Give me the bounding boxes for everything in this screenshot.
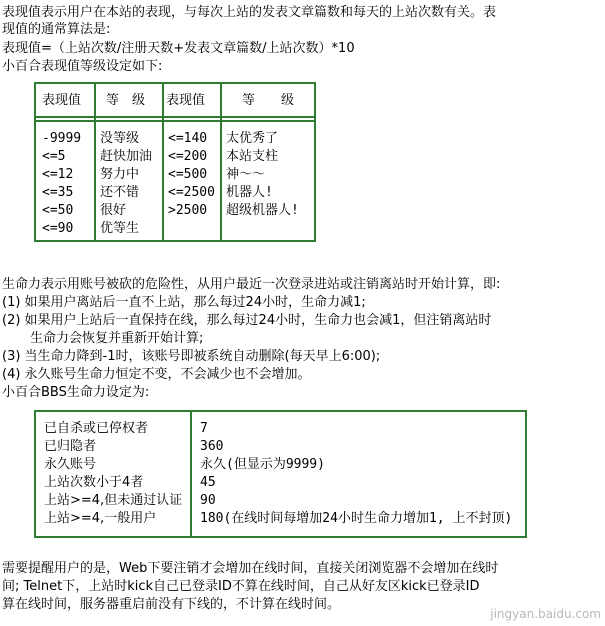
life-key: 永久账号: [44, 457, 97, 472]
header-level-2: 等 级: [242, 93, 295, 108]
life-key: 已自杀或已停权者: [44, 421, 149, 436]
table-cell: 赶快加油: [100, 149, 153, 164]
life-value: 永久(但显示为9999): [200, 457, 325, 472]
table-cell: 还不错: [100, 185, 140, 200]
life-value: 360: [200, 439, 224, 454]
life-value: 7: [200, 421, 208, 436]
table-row: [36, 474, 525, 492]
table-cell: <=90: [42, 221, 74, 236]
table-cell: 太优秀了: [226, 131, 279, 146]
life-key: 已归隐者: [44, 439, 97, 454]
table-cell: <=5: [42, 149, 66, 164]
table-row: [36, 492, 525, 510]
table-row: [36, 438, 525, 456]
table-cell: <=35: [42, 185, 74, 200]
table-cell: <=140: [168, 131, 208, 146]
note-line-3: 算在线时间，服务器重启前没有下线的，不计算在线时间。: [2, 597, 341, 612]
table-cell: 机器人!: [226, 185, 273, 200]
header-perf-1: 表现值: [42, 93, 82, 108]
life-item-1: (1) 如果用户离站后一直不上站，那么每过24小时，生命力减1;: [2, 295, 366, 310]
table-cell: >2500: [168, 203, 208, 218]
life-intro: 生命力表示用账号被砍的危险性，从用户最近一次登录进站或注销离站时开始计算，即:: [2, 277, 501, 292]
header-level-1: 等 级: [106, 93, 146, 108]
table-cell: <=2500: [168, 185, 215, 200]
table-cell: 没等级: [100, 131, 140, 146]
life-value: 45: [200, 475, 216, 490]
life-item-3: (3) 当生命力降到-1时，该账号即被系统自动删除(每天早上6:00);: [2, 349, 381, 364]
note-line-1: 需要提醒用户的是，Web下要注销才会增加在线时间，直接关闭浏览器不会增加在线时: [2, 561, 499, 576]
level-table-title: 小百合表现值等级设定如下:: [2, 59, 163, 74]
formula: 表现值=（上站次数/注册天数+发表文章篇数/上站次数）*10: [2, 41, 355, 56]
table-cell: <=200: [168, 149, 208, 164]
watermark: jingyan.baidu.com: [490, 607, 601, 621]
note-line-2: 间; Telnet下，上站时kick自己已登录ID不算在线时间，自己从好友区kick已登录ID: [2, 579, 480, 594]
table-row: [36, 420, 525, 438]
life-item-4: (4) 永久账号生命力恒定不变，不会减少也不会增加。: [2, 367, 311, 382]
life-item-2a: (2) 如果用户上站后一直保持在线，那么每过24小时，生命力也会减1，但注销离站时: [2, 313, 492, 328]
table-cell: <=12: [42, 167, 74, 182]
table-row: [36, 510, 525, 528]
life-key: 上站>=4,一般用户: [44, 511, 157, 526]
table-cell: 努力中: [100, 167, 140, 182]
intro-line-1: 表现值表示用户在本站的表现，与每次上站的发表文章篇数和每天的上站次数有关。表: [2, 5, 497, 20]
table-cell: 优等生: [100, 221, 140, 236]
life-key: 上站次数小于4者: [44, 475, 144, 490]
life-item-2b: 生命力会恢复并重新开始计算;: [30, 331, 204, 346]
table-cell: 超级机器人!: [226, 203, 299, 218]
table-cell: <=50: [42, 203, 74, 218]
intro-line-2: 现值的通常算法是:: [2, 22, 111, 37]
table-cell: <=500: [168, 167, 208, 182]
table-cell: 很好: [100, 203, 127, 218]
table-cell: -9999: [42, 131, 82, 146]
life-key: 上站>=4,但未通过认证: [44, 493, 183, 508]
table-cell: 神～～: [226, 167, 266, 182]
level-table: [34, 82, 316, 242]
header-perf-2: 表现值: [166, 93, 206, 108]
table-row: [36, 456, 525, 474]
life-table: [34, 410, 527, 538]
table-cell: 本站支柱: [226, 149, 279, 164]
life-value: 180(在线时间每增加24小时生命力增加1, 上不封顶): [200, 511, 513, 526]
life-value: 90: [200, 493, 216, 508]
life-table-title: 小百合BBS生命力设定为:: [2, 385, 150, 400]
